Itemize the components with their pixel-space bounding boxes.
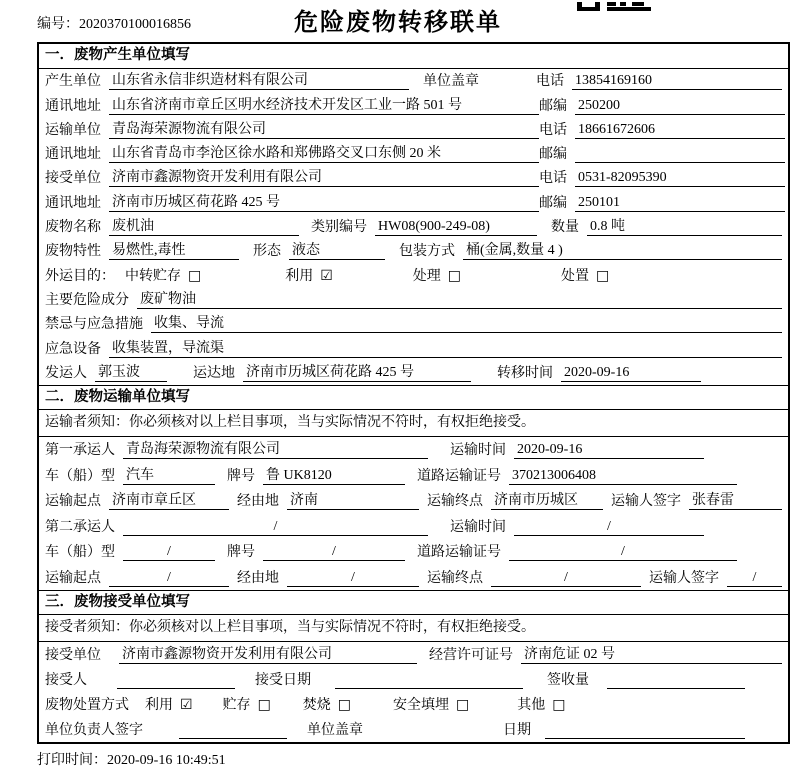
waste-property-label: 废物特性 xyxy=(45,244,101,260)
transfer-time-value[interactable]: 2020-09-16 xyxy=(561,365,701,382)
purpose-label: 外运目的： xyxy=(45,268,115,284)
receiver-zip-label: 邮编 xyxy=(539,195,567,211)
section2-header: 二．废物运输单位填写 xyxy=(39,385,788,410)
section3-body xyxy=(39,642,788,742)
print-time xyxy=(37,749,226,769)
producer-label: 产生单位 xyxy=(45,74,101,90)
carrier2-name-row xyxy=(39,513,788,539)
producer-address-value[interactable]: 山东省济南市章丘区明水经济技术开发区工业一路 501 号 xyxy=(109,94,539,115)
emergency-measures-label: 禁忌与应急措施 xyxy=(45,317,143,333)
address-label: 通讯地址 xyxy=(45,98,101,114)
accept-unit-label: 接受单位 xyxy=(45,647,101,663)
option-label: 利用 xyxy=(285,268,314,284)
route-end-label: 运输终点 xyxy=(427,570,483,586)
waste-code-value[interactable]: HW08(900-249-08) xyxy=(375,219,537,236)
receiver-row xyxy=(39,166,788,190)
accept-date-label: 接受日期 xyxy=(255,672,311,688)
carrier1-name-value[interactable]: 青岛海荣源物流有限公司 xyxy=(123,438,428,459)
checkbox-treat[interactable]: □ xyxy=(447,267,462,284)
transporter-notice: 运输者须知：你必须核对以上栏目事项，当与实际情况不符时，有权拒绝接受。 xyxy=(39,410,788,437)
responsible-sign-label: 单位负责人签字 xyxy=(45,722,143,738)
road-permit-label: 道路运输证号 xyxy=(417,468,501,484)
dispatcher-label: 发运人 xyxy=(45,365,87,381)
serial-value: 2020370100016856 xyxy=(79,17,191,32)
checkbox-disposal-other[interactable]: □ xyxy=(552,696,566,713)
disposal-option-other xyxy=(517,694,565,714)
option-label: 处置 xyxy=(561,268,590,284)
unit-seal-label: 单位盖章 xyxy=(307,722,363,738)
waste-qty-label: 数量 xyxy=(551,220,579,236)
producer-zip-label: 邮编 xyxy=(539,98,567,114)
print-time-label: 打印时间： xyxy=(37,753,107,768)
carrier1-name-row xyxy=(39,437,788,463)
option-label: 焚烧 xyxy=(302,697,331,713)
checkbox-utilize[interactable]: ☑ xyxy=(320,267,333,284)
receiver-zip-value[interactable]: 250101 xyxy=(575,195,785,212)
carrier2-name-value[interactable]: / xyxy=(123,519,428,536)
responsible-sign-value[interactable] xyxy=(179,738,287,739)
carrier1-label: 第一承运人 xyxy=(45,443,115,459)
carrier2-route-row xyxy=(39,564,788,590)
dispatch-row xyxy=(39,361,788,385)
license-label: 经营许可证号 xyxy=(429,647,513,663)
carrier1-route-row xyxy=(39,488,788,514)
waste-code-label: 类别编号 xyxy=(311,220,367,236)
carrier2-time-value[interactable]: / xyxy=(514,519,704,536)
option-label: 贮存 xyxy=(222,697,251,713)
producer-zip-value[interactable]: 250200 xyxy=(575,98,785,115)
transporter-label: 运输单位 xyxy=(45,122,101,138)
option-label: 安全填埋 xyxy=(393,697,450,713)
emergency-equipment-value[interactable]: 收集装置，导流渠 xyxy=(109,337,782,358)
disposal-option-landfill xyxy=(393,694,469,714)
transporter-address-row xyxy=(39,142,788,166)
waste-form-value[interactable]: 液态 xyxy=(289,239,385,260)
carrier-sign-label: 运输人签字 xyxy=(611,494,681,510)
carrier2-time-label: 运输时间 xyxy=(450,519,506,535)
emergency-equipment-label: 应急设备 xyxy=(45,341,101,357)
receiver-address-value[interactable]: 济南市历城区荷花路 425 号 xyxy=(109,191,539,212)
vehicle-type-label: 车（船）型 xyxy=(45,545,115,561)
waste-property-value[interactable]: 易燃性,毒性 xyxy=(109,239,239,260)
purpose-option-dispose xyxy=(561,265,609,285)
packing-label: 包装方式 xyxy=(399,244,455,260)
carrier1-route-start-value[interactable]: 济南市章丘区 xyxy=(109,489,229,510)
waste-name-value[interactable]: 废机油 xyxy=(109,215,299,236)
emergency-equipment-row xyxy=(39,336,788,360)
carrier1-vehicle-row xyxy=(39,462,788,488)
transporter-phone-label: 电话 xyxy=(539,122,567,138)
page-title: 危险废物转移联单 xyxy=(294,9,502,36)
transfer-form xyxy=(37,42,790,744)
producer-address-row xyxy=(39,93,788,117)
transporter-zip-value[interactable] xyxy=(575,162,785,163)
hazard-component-value[interactable]: 废矿物油 xyxy=(137,288,782,309)
producer-phone-label: 电话 xyxy=(536,74,564,90)
checkbox-dispose[interactable]: □ xyxy=(596,267,610,284)
carrier1-route-via-value[interactable]: 济南 xyxy=(287,489,419,510)
producer-value[interactable]: 山东省永信非织造材料有限公司 xyxy=(109,69,409,90)
carrier2-route-start-value[interactable]: / xyxy=(109,570,229,587)
receiver-phone-value[interactable]: 0531-82095390 xyxy=(575,170,785,187)
route-start-label: 运输起点 xyxy=(45,570,101,586)
receiver-label: 接受单位 xyxy=(45,171,101,187)
transfer-time-label: 转移时间 xyxy=(497,365,553,381)
section1-body xyxy=(39,69,788,385)
dispatcher-value[interactable]: 郭玉波 xyxy=(95,361,167,382)
transporter-address-value[interactable]: 山东省青岛市李沧区徐水路和郑佛路交叉口东侧 20 米 xyxy=(109,142,539,163)
section1-header: 一．废物产生单位填写 xyxy=(39,44,788,69)
option-label: 利用 xyxy=(145,697,173,713)
carrier1-time-value[interactable]: 2020-09-16 xyxy=(514,442,704,459)
acceptor-row xyxy=(39,667,788,692)
hazard-component-row xyxy=(39,288,788,312)
carrier2-label: 第二承运人 xyxy=(45,519,115,535)
route-end-label: 运输终点 xyxy=(427,494,483,510)
emergency-measures-row xyxy=(39,312,788,336)
carrier1-plate-value[interactable]: 鲁 UK8120 xyxy=(263,464,405,485)
carrier2-route-via-value[interactable]: / xyxy=(287,570,419,587)
carrier1-time-label: 运输时间 xyxy=(450,443,506,459)
license-value[interactable]: 济南危证 02 号 xyxy=(521,643,782,664)
carrier2-plate-value[interactable]: / xyxy=(263,544,405,561)
plate-label: 牌号 xyxy=(227,468,255,484)
hazard-component-label: 主要危险成分 xyxy=(45,292,129,308)
received-qty-value[interactable] xyxy=(607,688,745,689)
waste-form-label: 形态 xyxy=(253,244,281,260)
carrier2-vehicle-row xyxy=(39,539,788,565)
disposal-method-label: 废物处置方式 xyxy=(45,697,129,713)
carrier-sign-label: 运输人签字 xyxy=(649,570,719,586)
disposal-option-utilize xyxy=(145,694,193,714)
section2-body xyxy=(39,437,788,590)
waste-qty-value[interactable]: 0.8 吨 xyxy=(587,215,782,236)
purpose-row xyxy=(39,263,788,287)
producer-row xyxy=(39,69,788,93)
route-via-label: 经由地 xyxy=(237,494,279,510)
address-label: 通讯地址 xyxy=(45,195,101,211)
carrier1-road-permit-value[interactable]: 370213006408 xyxy=(509,468,737,485)
accept-unit-row xyxy=(39,642,788,667)
purpose-option-transfer-storage xyxy=(125,265,201,285)
packing-value[interactable]: 桶(金属,数量 4 ) xyxy=(463,239,782,260)
vehicle-type-label: 车（船）型 xyxy=(45,468,115,484)
waste-name-label: 废物名称 xyxy=(45,220,101,236)
accept-unit-value[interactable]: 济南市鑫源物资开发利用有限公司 xyxy=(119,643,417,664)
sign-date-value[interactable] xyxy=(545,738,745,739)
checkbox-disposal-utilize[interactable]: ☑ xyxy=(180,696,193,713)
date-label: 日期 xyxy=(503,722,531,738)
unit-seal-label: 单位盖章 xyxy=(423,74,479,90)
route-start-label: 运输起点 xyxy=(45,494,101,510)
route-via-label: 经由地 xyxy=(237,570,279,586)
road-permit-label: 道路运输证号 xyxy=(417,545,501,561)
receiver-address-row xyxy=(39,190,788,214)
receiver-value[interactable]: 济南市鑫源物资开发利用有限公司 xyxy=(109,166,539,187)
carrier2-road-permit-value[interactable]: / xyxy=(509,544,737,561)
checkbox-disposal-storage[interactable]: □ xyxy=(257,696,271,713)
disposal-option-incinerate xyxy=(303,694,351,714)
producer-phone-value[interactable]: 13854169160 xyxy=(572,73,782,90)
checkbox-transfer-storage[interactable]: □ xyxy=(188,267,202,284)
carrier1-sign-value[interactable]: 张春雷 xyxy=(689,489,782,510)
carrier2-sign-value[interactable]: / xyxy=(727,570,782,587)
carrier1-vehicle-type-value[interactable]: 汽车 xyxy=(123,464,215,485)
destination-label: 运达地 xyxy=(193,365,235,381)
carrier2-vehicle-type-value[interactable]: / xyxy=(123,544,215,561)
emergency-measures-value[interactable]: 收集、导流 xyxy=(151,312,782,333)
purpose-option-treat xyxy=(413,265,461,285)
print-time-value: 2020-09-16 10:49:51 xyxy=(107,753,226,768)
accept-date-value[interactable] xyxy=(335,688,523,689)
carrier1-route-end-value[interactable]: 济南市历城区 xyxy=(491,489,603,510)
disposal-method-row xyxy=(39,692,788,717)
option-label: 其他 xyxy=(517,697,546,713)
transporter-row xyxy=(39,118,788,142)
receiver-phone-label: 电话 xyxy=(539,171,567,187)
acceptor-value[interactable] xyxy=(117,688,235,689)
serial-label: 编号： xyxy=(37,17,79,32)
page-header xyxy=(0,0,796,42)
waste-property-row xyxy=(39,239,788,263)
destination-value[interactable]: 济南市历城区荷花路 425 号 xyxy=(243,361,471,382)
receiver-notice: 接受者须知：你必须核对以上栏目事项，当与实际情况不符时，有权拒绝接受。 xyxy=(39,615,788,642)
responsible-sign-row xyxy=(39,717,788,742)
received-qty-label: 签收量 xyxy=(547,672,589,688)
option-label: 中转贮存 xyxy=(125,268,181,284)
acceptor-label: 接受人 xyxy=(45,672,87,688)
section3-header: 三．废物接受单位填写 xyxy=(39,590,788,615)
disposal-option-storage xyxy=(223,694,271,714)
carrier2-route-end-value[interactable]: / xyxy=(491,570,641,587)
checkbox-disposal-landfill[interactable]: □ xyxy=(456,696,470,713)
plate-label: 牌号 xyxy=(227,545,255,561)
qr-code-fragment xyxy=(577,0,651,16)
transporter-value[interactable]: 青岛海荣源物流有限公司 xyxy=(109,118,539,139)
option-label: 处理 xyxy=(412,268,441,284)
waste-name-row xyxy=(39,215,788,239)
purpose-option-utilize xyxy=(285,265,333,285)
transporter-zip-label: 邮编 xyxy=(539,147,567,163)
checkbox-disposal-incinerate[interactable]: □ xyxy=(337,696,352,713)
transporter-phone-value[interactable]: 18661672606 xyxy=(575,122,785,139)
address-label: 通讯地址 xyxy=(45,147,101,163)
